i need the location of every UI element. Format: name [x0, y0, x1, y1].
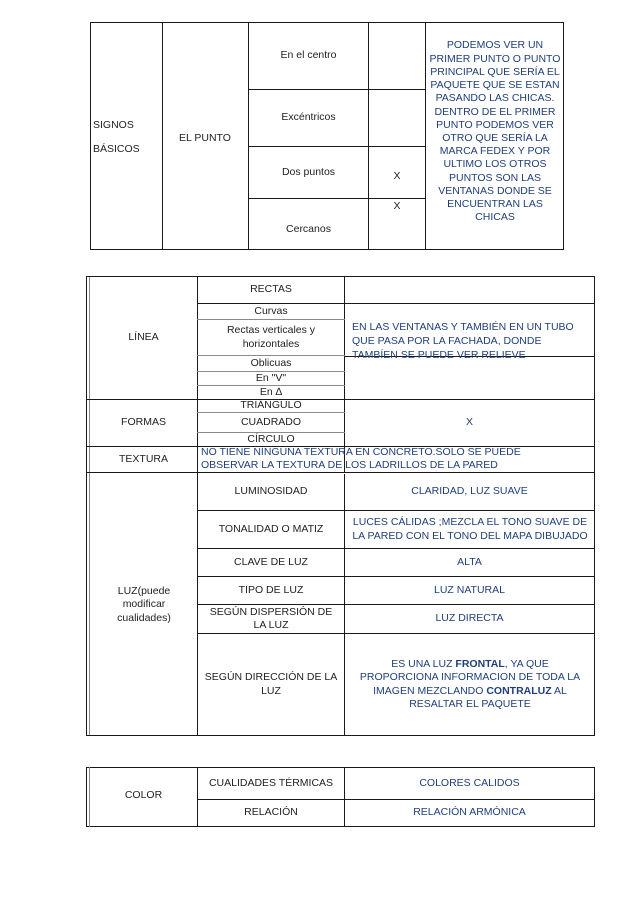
linea-label: LÍNEA: [128, 331, 159, 344]
direccion-frontal: FRONTAL: [455, 658, 505, 671]
mark-cercanos: X: [393, 200, 401, 213]
color-termicas-value: COLORES CALIDOS: [419, 776, 520, 789]
linea-curvas: Curvas: [254, 304, 288, 317]
row-cercanos: Cercanos: [286, 223, 331, 236]
row-excentricos: Excéntricos: [281, 111, 336, 124]
formas-cuadrado: CUADRADO: [240, 415, 302, 428]
punto-note: PODEMOS VER UN PRIMER PUNTO O PUNTO PRINCIPAL QUE SERÍA EL PAQUETE QUE SE ESTAN PASANDO LAS CHICAS. DENTRO DE EL PRIMER PUNTO PODEMOS VER OTRO QUE SERÍA LA MARCA FEDEX Y POR ULTIMO LOS OTROS PUNTOS SON LAS VENTANAS DONDE SE ENCUENTRAN LAS CHICAS: [429, 39, 561, 224]
signos-label: SIGNOS: [93, 119, 134, 131]
luz-label: LUZ(puede modificar cualidades): [117, 585, 171, 624]
row-dos-puntos: Dos puntos: [281, 165, 336, 178]
luz-luminosidad-label: LUMINOSIDAD: [234, 484, 308, 497]
textura-note: NO TIENE NINGUNA TEXTURA EN CONCRETO.SOLO SE PUEDE OBSERVAR LA TEXTURA DE LOS LADRILLOS DE LA PARED: [201, 446, 521, 472]
luz-luminosidad-value: CLARIDAD, LUZ SUAVE: [411, 484, 528, 497]
luz-tipo-label: TIPO DE LUZ: [238, 583, 304, 596]
direccion-text-2: , YA QUE PROPORCIONA INFORMACION DE TODA LA IMAGEN MEZCLANDO: [359, 658, 581, 697]
formas-triangulo: TRIÁNGULO: [240, 398, 302, 411]
textura-label: TEXTURA: [118, 452, 168, 465]
luz-clave-label: CLAVE DE LUZ: [234, 555, 308, 568]
linea-en-triangulo: En ∆: [259, 385, 283, 398]
mark-dos-puntos: X: [393, 170, 401, 183]
row-en-el-centro: En el centro: [280, 49, 337, 62]
luz-tipo-value: LUZ NATURAL: [434, 583, 505, 596]
color-label: COLOR: [124, 789, 163, 802]
linea-en-v: En "V": [255, 371, 287, 384]
linea-rectas: RECTAS: [250, 283, 292, 296]
linea-note: EN LAS VENTANAS Y TAMBIÉN EN UN TUBO QUE PASA POR LA FACHADA, DONDE TAMBÍEN SE PUEDE VER RELIEVE: [352, 321, 574, 362]
color-relacion-label: RELACIÓN: [244, 806, 298, 819]
color-termicas-label: CUALIDADES TÉRMICAS: [208, 776, 334, 789]
luz-dispersion-label: SEGÚN DISPERSIÓN DE LA LUZ: [209, 605, 333, 631]
formas-mark: X: [465, 415, 473, 428]
direccion-contraluz: CONTRALUZ: [486, 684, 552, 697]
direccion-text-1: ES UNA LUZ: [391, 658, 456, 671]
direccion-text-3: AL RESALTAR EL PAQUETE: [409, 684, 567, 710]
formas-circulo: CÍRCULO: [247, 432, 295, 445]
luz-clave-value: ALTA: [457, 555, 482, 568]
luz-dispersion-value: LUZ DIRECTA: [435, 612, 504, 625]
color-relacion-value: RELACIÓN ARMÓNICA: [413, 806, 526, 819]
luz-tonalidad-label: TONALIDAD O MATIZ: [218, 522, 324, 535]
luz-direccion-label: SEGÚN DIRECCIÓN DE LA LUZ: [204, 671, 338, 697]
luz-tonalidad-value: LUCES CÁLIDAS ;MEZCLA EL TONO SUAVE DE LA PARED CON EL TONO DEL MAPA DIBUJADO: [352, 516, 588, 542]
linea-rectas-vh: Rectas verticales y horizontales: [226, 324, 316, 350]
formas-label: FORMAS: [121, 416, 166, 429]
el-punto-label: EL PUNTO: [179, 132, 231, 144]
luz-direccion-value: [352, 634, 588, 735]
basicos-label: BÁSICOS: [93, 143, 140, 155]
linea-oblicuas: Oblicuas: [250, 356, 292, 369]
